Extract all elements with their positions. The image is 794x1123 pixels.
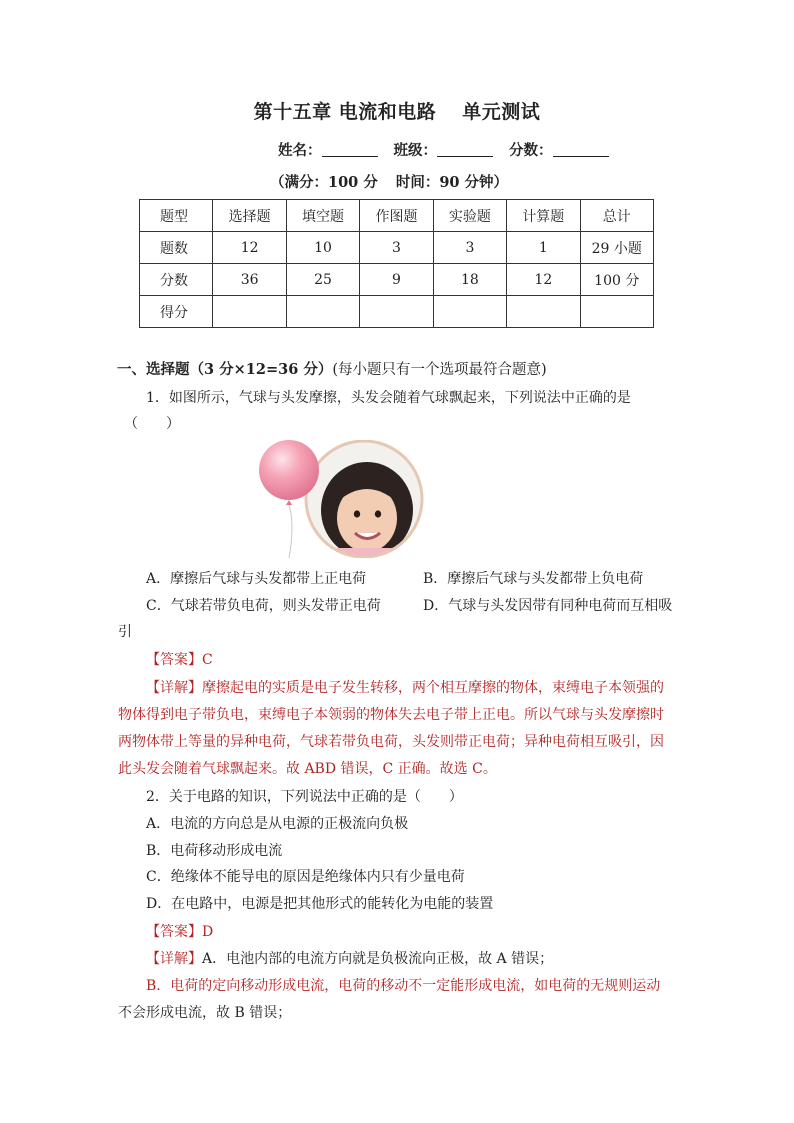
score-label: 分数：: [509, 142, 553, 159]
q1-option-d-cont: 引: [118, 624, 132, 640]
table-cell: 12: [507, 264, 580, 296]
table-row: [140, 264, 654, 296]
section-note: (每小题只有一个选项最符合题意): [332, 362, 547, 378]
q1-stem-cont: （ ）: [124, 416, 180, 432]
table-header-cell: 总计: [580, 200, 653, 232]
q2-detail-line: 【详解】A．电池内部的电流方向就是负极流向正极，故 A 错误；: [146, 951, 554, 967]
table-cell: 12: [213, 232, 286, 264]
table-cell: 25: [286, 264, 359, 296]
q2-stem: 2．关于电路的知识，下列说法中正确的是（ ）: [146, 789, 463, 805]
table-header-cell: 计算题: [507, 200, 580, 232]
q2-answer: [146, 921, 213, 941]
table-header-cell: 填空题: [286, 200, 359, 232]
table-input-cell[interactable]: [213, 296, 286, 328]
table-header-cell: 题型: [140, 200, 213, 232]
q2-detail-line: 不会形成电流，故 B 错误；: [118, 1005, 292, 1021]
table-cell: 分数: [140, 264, 213, 296]
name-field[interactable]: [322, 142, 378, 157]
exam-meta: [270, 171, 508, 192]
table-cell: 29 小题: [580, 232, 653, 264]
q2-option-b: B．电荷移动形成电流: [146, 843, 283, 859]
answer-label: 【答案】: [146, 924, 202, 940]
table-row: [140, 296, 654, 328]
table-input-cell[interactable]: [507, 296, 580, 328]
table-input-cell[interactable]: [433, 296, 506, 328]
q1-answer: [146, 649, 213, 669]
q1-option-c: C．气球若带负电荷，则头发带正电荷: [146, 598, 381, 614]
q1-option-d: D．气球与头发因带有同种电荷而互相吸: [423, 598, 673, 614]
q1-detail-line: 物体得到电子带负电，束缚电子本领弱的物体失去电子带上正电。所以气球与头发摩擦时: [118, 707, 664, 723]
section-title: 一、选择题（3 分×12=36 分）: [117, 361, 333, 378]
table-header-cell: 作图题: [360, 200, 433, 232]
table-header-row: [140, 200, 654, 232]
q1-option-a: A．摩擦后气球与头发都带上正电荷: [146, 571, 367, 587]
table-header-cell: 实验题: [433, 200, 506, 232]
section-heading: [117, 358, 547, 379]
class-label: 班级：: [393, 142, 437, 159]
girl-photo: [299, 440, 435, 558]
score-field[interactable]: [553, 142, 609, 157]
table-cell: 100 分: [580, 264, 653, 296]
q2-option-d: D．在电路中，电源是把其他形式的能转化为电能的装置: [146, 896, 494, 912]
table-cell: 3: [360, 232, 433, 264]
q2-option-a: A．电流的方向总是从电源的正极流向负极: [146, 816, 409, 832]
table-cell: 1: [507, 232, 580, 264]
detail-label: 【详解】: [146, 951, 202, 967]
q1-option-b: B．摩擦后气球与头发都带上负电荷: [423, 571, 644, 587]
student-info-line: [278, 139, 609, 160]
table-cell: 9: [360, 264, 433, 296]
detail-label: 【详解】: [146, 680, 202, 696]
q1-stem: 1．如图所示，气球与头发摩擦，头发会随着气球飘起来，下列说法中正确的是: [146, 390, 631, 406]
table-header-cell: 选择题: [213, 200, 286, 232]
page-title: [0, 97, 794, 124]
answer-value: C: [202, 652, 213, 668]
table-cell: 题数: [140, 232, 213, 264]
table-input-cell[interactable]: [360, 296, 433, 328]
class-field[interactable]: [437, 142, 493, 157]
table-cell: 得分: [140, 296, 213, 328]
q2-detail-line: B．电荷的定向移动形成电流，电荷的移动不一定能形成电流，如电荷的无规则运动: [146, 978, 661, 994]
q1-detail-line: 【详解】摩擦起电的实质是电子发生转移，两个相互摩擦的物体，束缚电子本领强的: [146, 680, 664, 696]
answer-label: 【答案】: [146, 652, 202, 668]
name-label: 姓名：: [278, 142, 322, 159]
q1-detail-line: 此头发会随着气球飘起来。故 ABD 错误，C 正确。故选 C。: [118, 761, 497, 777]
q2-option-c: C．绝缘体不能导电的原因是绝缘体内只有少量电荷: [146, 869, 465, 885]
table-input-cell[interactable]: [580, 296, 653, 328]
title-test: 单元测试: [462, 101, 541, 123]
full-score-note: （满分：100 分: [270, 174, 378, 191]
table-cell: 10: [286, 232, 359, 264]
table-row: [140, 232, 654, 264]
table-cell: 18: [433, 264, 506, 296]
table-cell: 3: [433, 232, 506, 264]
title-chapter: 第十五章 电流和电路: [253, 101, 437, 123]
answer-value: D: [202, 924, 214, 940]
table-cell: 36: [213, 264, 286, 296]
score-table: [139, 199, 654, 328]
q1-detail-line: 两物体带上等量的异种电荷，气球若带负电荷，头发则带正电荷；异种电荷相互吸引，因: [118, 734, 664, 750]
time-note: 时间：90 分钟）: [395, 174, 509, 191]
table-input-cell[interactable]: [286, 296, 359, 328]
balloon-girl-illustration: [259, 440, 435, 558]
